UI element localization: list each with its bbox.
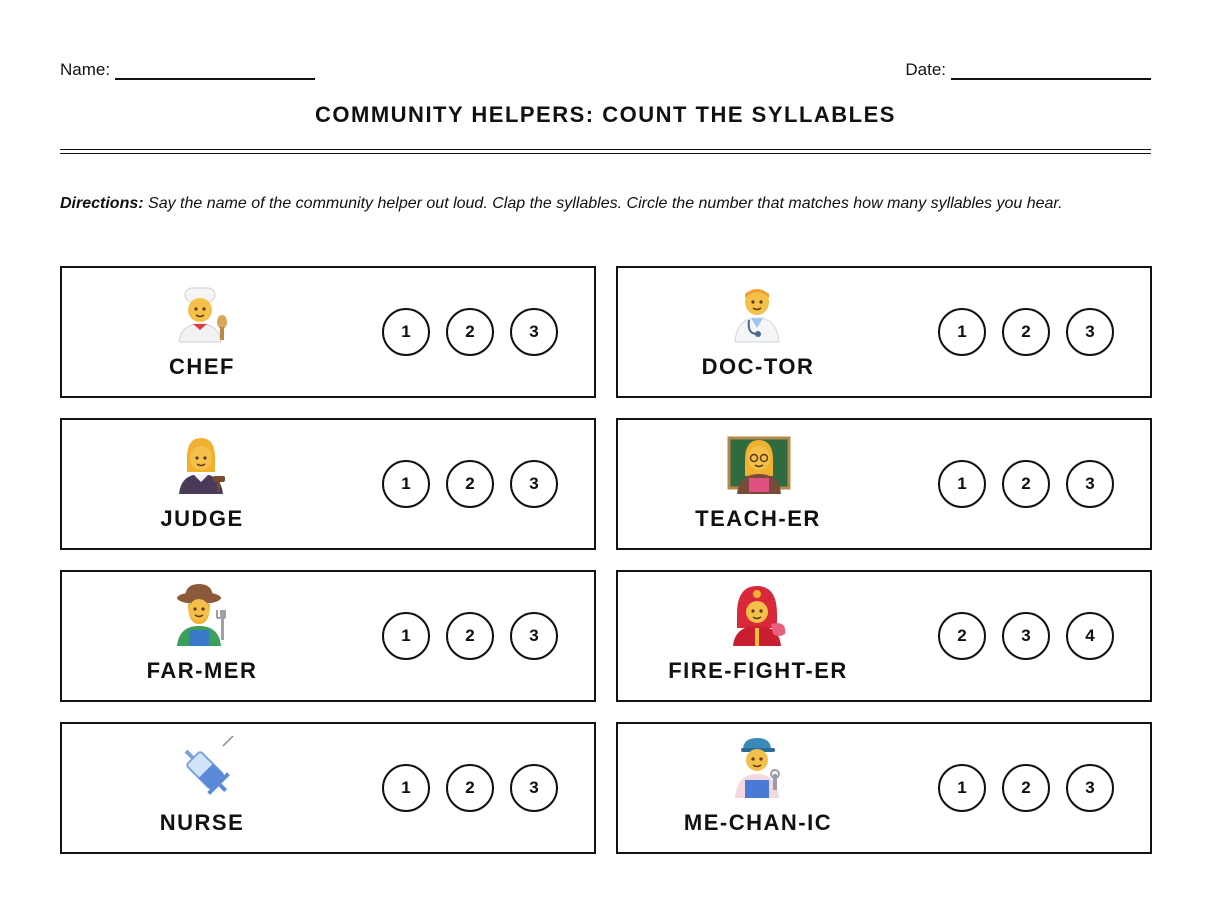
choice-circle[interactable]: 3: [510, 460, 558, 508]
choice-circle[interactable]: 3: [1066, 308, 1114, 356]
syllable-choices: [382, 764, 558, 812]
date-line[interactable]: [951, 66, 1151, 80]
card-nurse: [60, 722, 596, 854]
choice-circle[interactable]: 2: [446, 612, 494, 660]
choice-circle[interactable]: 1: [938, 764, 986, 812]
syllable-choices: [938, 308, 1114, 356]
choice-circle[interactable]: 2: [938, 612, 986, 660]
choice-circle[interactable]: 1: [938, 460, 986, 508]
choice-circle[interactable]: 2: [446, 308, 494, 356]
card-firefighter: [616, 570, 1152, 702]
chef-icon: [171, 280, 235, 344]
card-teacher: [616, 418, 1152, 550]
name-line[interactable]: [115, 66, 315, 80]
choice-circle[interactable]: 1: [938, 308, 986, 356]
word-label: JUDGE: [160, 506, 244, 531]
directions: [60, 193, 1151, 214]
farmer-icon: [171, 584, 235, 648]
date-field[interactable]: [905, 60, 1151, 80]
syllable-choices: [938, 764, 1114, 812]
choice-circle[interactable]: 3: [510, 612, 558, 660]
name-label: Name:: [60, 60, 111, 79]
choice-circle[interactable]: 3: [1066, 764, 1114, 812]
card-chef: [60, 266, 596, 398]
choice-circle[interactable]: 1: [382, 460, 430, 508]
choice-circle[interactable]: 3: [1066, 460, 1114, 508]
choice-circle[interactable]: 2: [1002, 764, 1050, 812]
word-label: ME-CHAN-IC: [683, 810, 833, 835]
word-label: DOC-TOR: [701, 354, 815, 379]
name-field[interactable]: [60, 60, 315, 80]
syllable-choices: [382, 460, 558, 508]
mechanic-icon: [727, 736, 791, 800]
choice-circle[interactable]: 2: [446, 764, 494, 812]
choice-circle[interactable]: 2: [1002, 308, 1050, 356]
choice-circle[interactable]: 3: [510, 764, 558, 812]
firefighter-icon: [727, 584, 791, 648]
syllable-choices: [382, 308, 558, 356]
card-mechanic: [616, 722, 1152, 854]
choice-circle[interactable]: 1: [382, 612, 430, 660]
syllable-choices: [382, 612, 558, 660]
directions-label: Directions:: [60, 195, 144, 212]
header-row: [60, 60, 1151, 82]
word-label: CHEF: [169, 354, 235, 379]
title-rule-bottom: [60, 153, 1151, 154]
doctor-icon: [727, 280, 791, 344]
judge-icon: [171, 432, 235, 496]
syllable-choices: [938, 460, 1114, 508]
choice-circle[interactable]: 2: [1002, 460, 1050, 508]
choice-circle[interactable]: 2: [446, 460, 494, 508]
worksheet-title: COMMUNITY HELPERS: COUNT THE SYLLABLES: [315, 102, 896, 127]
choice-circle[interactable]: 1: [382, 308, 430, 356]
date-label: Date:: [905, 60, 946, 79]
word-label: TEACH-ER: [695, 506, 821, 531]
card-judge: [60, 418, 596, 550]
syllable-choices: [938, 612, 1114, 660]
word-label: NURSE: [159, 810, 245, 835]
title-rule-top: [60, 149, 1151, 150]
word-label: FAR-MER: [146, 658, 258, 683]
choice-circle[interactable]: 1: [382, 764, 430, 812]
teacher-icon: [727, 432, 791, 496]
directions-text: Say the name of the community helper out loud. Clap the syllables. Circle the number that matches how many syllables you hear.: [143, 195, 1063, 212]
syringe-icon: [171, 736, 235, 800]
choice-circle[interactable]: 4: [1066, 612, 1114, 660]
choice-circle[interactable]: 3: [1002, 612, 1050, 660]
card-farmer: [60, 570, 596, 702]
choice-circle[interactable]: 3: [510, 308, 558, 356]
card-doctor: [616, 266, 1152, 398]
word-label: FIRE-FIGHT-ER: [668, 658, 848, 683]
